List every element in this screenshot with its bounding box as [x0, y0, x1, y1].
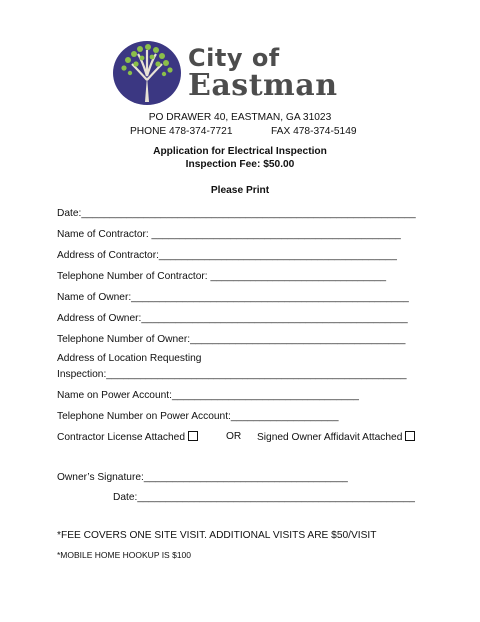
- fax-number: FAX 478-374-5149: [271, 126, 357, 137]
- power-account-phone-field[interactable]: Telephone Number on Power Account:___________________: [57, 411, 339, 422]
- power-account-name-field[interactable]: Name on Power Account:_________________________________: [57, 390, 359, 401]
- tree-seal-icon: [112, 40, 182, 106]
- affidavit-label: Signed Owner Affidavit Attached: [257, 432, 403, 443]
- phone-number: PHONE 478-374-7721: [130, 126, 233, 137]
- signature-date-field[interactable]: Date:_________________________________________________: [113, 492, 415, 503]
- city-logo: [112, 40, 376, 108]
- logo-city-of: City of: [188, 44, 280, 72]
- owner-phone-field[interactable]: Telephone Number of Owner:______________________________________: [57, 334, 406, 345]
- location-field[interactable]: Inspection:_____________________________________________________: [57, 369, 407, 380]
- inspection-fee: Inspection Fee: $50.00: [185, 159, 295, 170]
- logo-eastman: Eastman: [188, 68, 338, 103]
- or-label: OR: [226, 431, 242, 442]
- affidavit-checkbox[interactable]: [405, 431, 415, 441]
- contractor-phone-field[interactable]: Telephone Number of Contractor: _______________________________: [57, 271, 387, 282]
- location-label: Address of Location Requesting: [57, 353, 202, 364]
- fee-note: *FEE COVERS ONE SITE VISIT. ADDITIONAL VISITS ARE $50/VISIT: [57, 530, 377, 541]
- owner-signature-field[interactable]: Owner’s Signature:____________________________________: [57, 472, 348, 483]
- owner-address-field[interactable]: Address of Owner:_______________________________________________: [57, 313, 408, 324]
- contractor-address-field[interactable]: Address of Contractor:__________________________________________: [57, 250, 397, 261]
- form-title: Application for Electrical Inspection: [153, 146, 327, 157]
- contractor-name-field[interactable]: Name of Contractor: ____________________________________________: [57, 229, 401, 240]
- license-checkbox[interactable]: [188, 431, 198, 441]
- please-print: Please Print: [210, 185, 270, 196]
- address-line: PO DRAWER 40, EASTMAN, GA 31023: [148, 112, 332, 123]
- owner-name-field[interactable]: Name of Owner:_________________________________________________: [57, 292, 409, 303]
- affidavit-check-row: [257, 431, 415, 443]
- mobile-home-note: *MOBILE HOME HOOKUP IS $100: [57, 550, 191, 560]
- license-label: Contractor License Attached: [57, 432, 185, 443]
- license-check-row: [57, 431, 198, 443]
- date-field[interactable]: Date:___________________________________________________________: [57, 208, 416, 219]
